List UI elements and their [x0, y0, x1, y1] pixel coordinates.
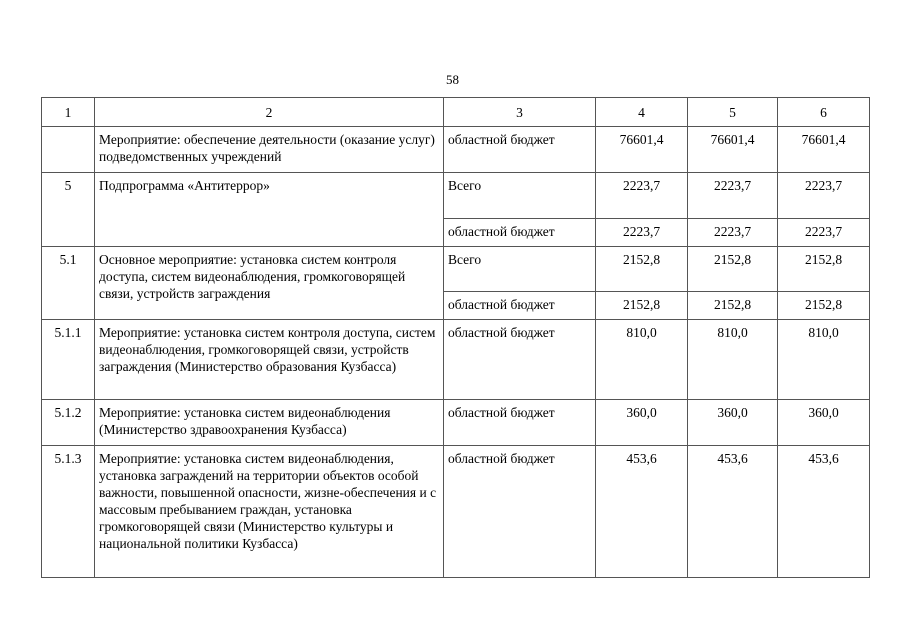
amount-cell: 2152,8: [778, 247, 870, 292]
amount-cell: 2152,8: [778, 292, 870, 320]
amount-cell: 360,0: [596, 400, 688, 446]
table-row: [42, 127, 870, 173]
header-cell: 3: [444, 98, 596, 127]
amount-cell: 2152,8: [596, 292, 688, 320]
table-row: [42, 446, 870, 578]
amount-cell: 810,0: [778, 320, 870, 400]
row-number-cell: 5.1.2: [42, 400, 95, 446]
amount-cell: 360,0: [688, 400, 778, 446]
table-row: [42, 173, 870, 219]
amount-cell: 453,6: [596, 446, 688, 578]
amount-cell: 76601,4: [596, 127, 688, 173]
budget-table: [41, 97, 870, 578]
description-cell: Основное мероприятие: установка систем контроля доступа, систем видеонаблюдения, громкоговорящей связи, устройств заграждения: [95, 247, 444, 320]
table-row: [42, 320, 870, 400]
page-number: 58: [446, 72, 459, 87]
amount-cell: 2223,7: [778, 219, 870, 247]
row-number-cell: 5.1.3: [42, 446, 95, 578]
description-cell: Подпрограмма «Антитеррор»: [95, 173, 444, 247]
amount-cell: 2223,7: [778, 173, 870, 219]
funding-source-cell: областной бюджет: [444, 446, 596, 578]
funding-source-cell: областной бюджет: [444, 320, 596, 400]
funding-source-cell: Всего: [444, 173, 596, 219]
amount-cell: 810,0: [596, 320, 688, 400]
header-cell: 1: [42, 98, 95, 127]
table-row: [42, 247, 870, 292]
amount-cell: 2223,7: [596, 219, 688, 247]
funding-source-cell: областной бюджет: [444, 127, 596, 173]
description-cell: Мероприятие: установка систем видеонаблюдения, установка заграждений на территории объектов особой важности, повышенной опасности, жизне-обеспечения и с массовым пребыванием граждан, установка громкоговорящей связи (Министерство культуры и национальной политики Кузбасса): [95, 446, 444, 578]
amount-cell: 453,6: [778, 446, 870, 578]
row-number-cell: 5: [42, 173, 95, 247]
row-number-cell: 5.1.1: [42, 320, 95, 400]
amount-cell: 2152,8: [688, 292, 778, 320]
description-cell: Мероприятие: установка систем видеонаблюдения (Министерство здравоохранения Кузбасса): [95, 400, 444, 446]
row-number-cell: 5.1: [42, 247, 95, 320]
table-row: [42, 400, 870, 446]
row-number-cell: [42, 127, 95, 173]
amount-cell: 810,0: [688, 320, 778, 400]
funding-source-cell: областной бюджет: [444, 400, 596, 446]
amount-cell: 76601,4: [688, 127, 778, 173]
header-cell: 6: [778, 98, 870, 127]
header-cell: 4: [596, 98, 688, 127]
header-cell: 5: [688, 98, 778, 127]
description-cell: Мероприятие: обеспечение деятельности (оказание услуг) подведомственных учреждений: [95, 127, 444, 173]
amount-cell: 2223,7: [688, 173, 778, 219]
amount-cell: 453,6: [688, 446, 778, 578]
header-row: [42, 98, 870, 127]
description-cell: Мероприятие: установка систем контроля доступа, систем видеонаблюдения, громкоговорящей связи, устройств заграждения (Министерство образования Кузбасса): [95, 320, 444, 400]
funding-source-cell: областной бюджет: [444, 219, 596, 247]
amount-cell: 2152,8: [596, 247, 688, 292]
amount-cell: 76601,4: [778, 127, 870, 173]
amount-cell: 2152,8: [688, 247, 778, 292]
amount-cell: 360,0: [778, 400, 870, 446]
funding-source-cell: областной бюджет: [444, 292, 596, 320]
header-cell: 2: [95, 98, 444, 127]
funding-source-cell: Всего: [444, 247, 596, 292]
amount-cell: 2223,7: [688, 219, 778, 247]
amount-cell: 2223,7: [596, 173, 688, 219]
table-body: [42, 98, 870, 578]
